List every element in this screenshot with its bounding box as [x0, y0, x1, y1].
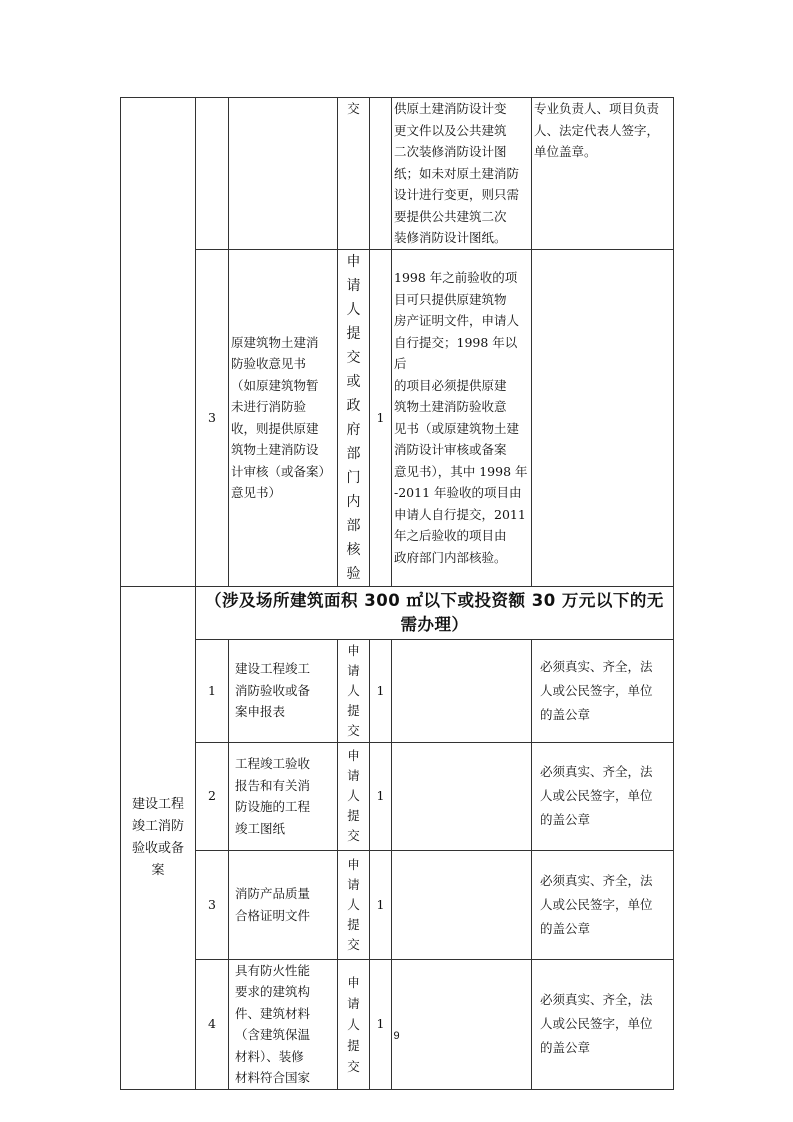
submit-method-cell: 申 请 人 提 交 — [338, 959, 370, 1089]
table-row — [121, 249, 674, 586]
table-row — [121, 850, 674, 959]
section-title-cell: 建设工程 竣工消防 验收或备 案 — [121, 586, 196, 1089]
item-name-cell: 具有防火性能 要求的建筑构 件、建筑材料 （含建筑保温 材料）、装修 材料符合国家 — [229, 959, 338, 1089]
submit-method-cell: 申 请 人 提 交 — [338, 639, 370, 742]
description-cell: 供原土建消防设计变 更文件以及公共建筑 二次装修消防设计图 纸；如未对原土建消防 设计进行变更，则只需 要提供公共建筑二次 装修消防设计图纸。 — [392, 98, 532, 250]
table-row — [121, 98, 674, 250]
item-name-cell: 建设工程竣工 消防验收或备 案申报表 — [229, 639, 338, 742]
item-number-cell: 4 — [196, 959, 229, 1089]
table-row — [121, 742, 674, 850]
note-cell: 必须真实、齐全，法 人或公民签字，单位 的盖公章 — [532, 850, 674, 959]
note-cell — [532, 249, 674, 586]
description-cell — [392, 639, 532, 742]
submit-method-cell: 交 — [338, 98, 370, 250]
count-cell: 1 — [370, 639, 392, 742]
item-name-cell: 消防产品质量 合格证明文件 — [229, 850, 338, 959]
section-header: （涉及场所建筑面积 300 ㎡以下或投资额 30 万元以下的无需办理） — [196, 586, 674, 639]
count-cell — [370, 98, 392, 250]
description-cell — [392, 959, 532, 1089]
section-title-cell-prev — [121, 98, 196, 587]
description-cell — [392, 850, 532, 959]
submit-method-cell: 申 请 人 提 交 — [338, 742, 370, 850]
note-cell: 必须真实、齐全，法 人或公民签字，单位 的盖公章 — [532, 959, 674, 1089]
item-number-cell: 1 — [196, 639, 229, 742]
submit-method-cell: 申 请 人 提 交 — [338, 850, 370, 959]
item-number-cell — [196, 98, 229, 250]
count-cell: 1 — [370, 850, 392, 959]
table-row — [121, 639, 674, 742]
item-number-cell: 3 — [196, 850, 229, 959]
item-name-cell: 原建筑物土建消 防验收意见书 （如原建筑物暂 未进行消防验 收，则提供原建 筑物土建消防设 计审核（或备案） 意见书） — [229, 249, 338, 586]
submit-method-cell: 申请 人提 交或 政府 部门 内部 核验 — [338, 249, 370, 586]
section-header-row — [121, 586, 674, 639]
count-cell: 1 — [370, 959, 392, 1089]
page-number: 9 — [393, 1030, 400, 1042]
count-cell: 1 — [370, 249, 392, 586]
description-cell: 1998 年之前验收的项 目可只提供原建筑物 房产证明文件，申请人 自行提交；1998 年以后 的项目必须提供原建 筑物土建消防验收意 见书（或原建筑物土建 消防设计审核或备案 意见书），其中 1998 年 -2011 年验收的项目由 申请人自行提交，2011 年之后验收的项目由 政府部门内部核验。 — [392, 249, 532, 586]
item-number-cell: 2 — [196, 742, 229, 850]
note-cell: 必须真实、齐全，法 人或公民签字，单位 的盖公章 — [532, 639, 674, 742]
note-cell: 必须真实、齐全，法 人或公民签字，单位 的盖公章 — [532, 742, 674, 850]
description-cell — [392, 742, 532, 850]
item-name-cell — [229, 98, 338, 250]
table-row — [121, 959, 674, 1089]
item-name-cell: 工程竣工验收 报告和有关消 防设施的工程 竣工图纸 — [229, 742, 338, 850]
count-cell: 1 — [370, 742, 392, 850]
item-number-cell: 3 — [196, 249, 229, 586]
note-cell: 专业负责人、项目负责 人、法定代表人签字， 单位盖章。 — [532, 98, 674, 250]
requirements-table — [120, 97, 674, 1090]
